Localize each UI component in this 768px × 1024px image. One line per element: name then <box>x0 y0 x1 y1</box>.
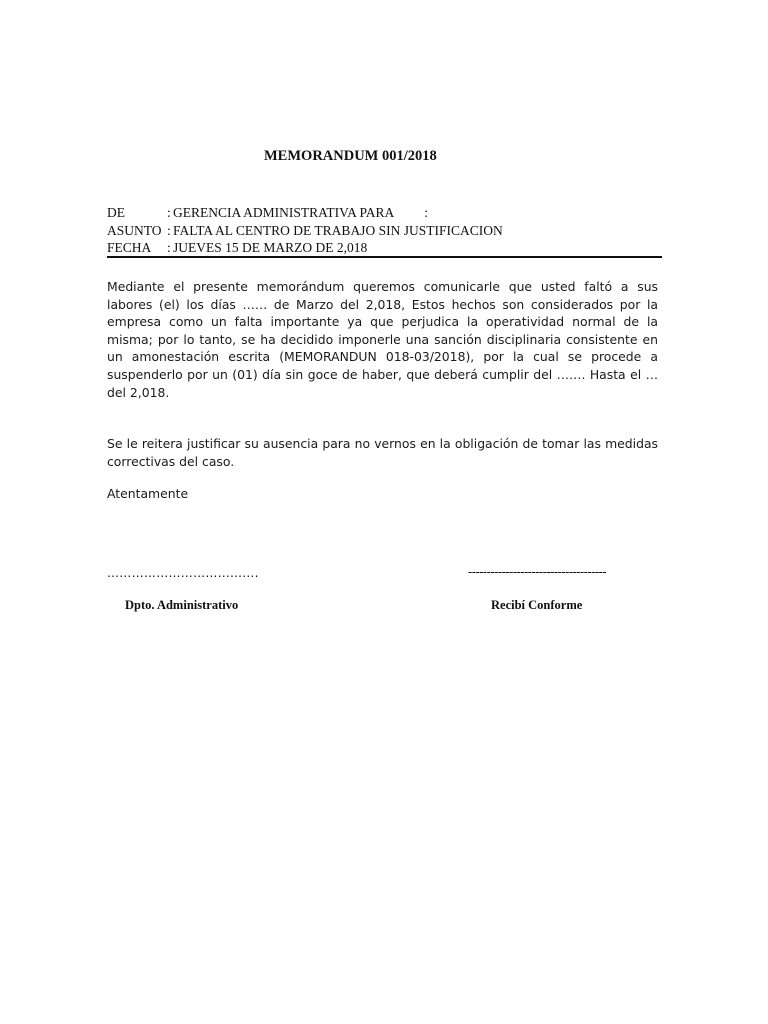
header-colon: : <box>167 205 171 220</box>
signature-label-right: Recibí Conforme <box>491 598 583 612</box>
header-row-asunto <box>107 222 661 240</box>
memo-title: MEMORANDUM 001/2018 <box>264 148 437 164</box>
signature-line-left: ………………………………. <box>107 566 259 580</box>
signature-label-left: Dpto. Administrativo <box>125 598 239 612</box>
header-row-fecha <box>107 239 661 257</box>
header-colon: : <box>167 222 171 238</box>
header-trail: : <box>424 205 429 220</box>
header-value: GERENCIA ADMINISTRATIVA PARA <box>173 205 395 220</box>
header-value: JUEVES 15 DE MARZO DE 2,018 <box>173 240 368 255</box>
body-paragraph-2: Se le reitera justificar su ausencia para no vernos en la obligación de tomar las medidas correctivas del caso. <box>107 436 658 469</box>
header-colon: : <box>167 240 171 255</box>
header-divider <box>107 256 662 258</box>
header-key: ASUNTO <box>107 222 162 238</box>
memo-header <box>107 204 661 257</box>
body-paragraph-1: Mediante el presente memorándum queremos comunicarle que usted faltó a sus labores (el) los días …… de Marzo del 2,018, Estos hechos son considerados por la empresa como un falta importante ya que perjudica la operatividad normal de la misma; por lo tanto, se ha decidido imponerle una sanción disciplinaria consistente en un amonestación escrita (MEMORANDUN 018-03/2018), por la cual se procede a suspenderlo por un (01) día sin goce de haber, que deberá cumplir del ……. Hasta el …del 2,018. <box>107 279 658 400</box>
header-row-de <box>107 204 661 222</box>
header-value: FALTA AL CENTRO DE TRABAJO SIN JUSTIFICACION <box>173 222 503 238</box>
closing-text: Atentamente <box>107 486 189 501</box>
header-key: FECHA <box>107 240 152 255</box>
header-key: DE <box>107 205 125 220</box>
signature-line-right: ------------------------------------- <box>468 565 607 579</box>
